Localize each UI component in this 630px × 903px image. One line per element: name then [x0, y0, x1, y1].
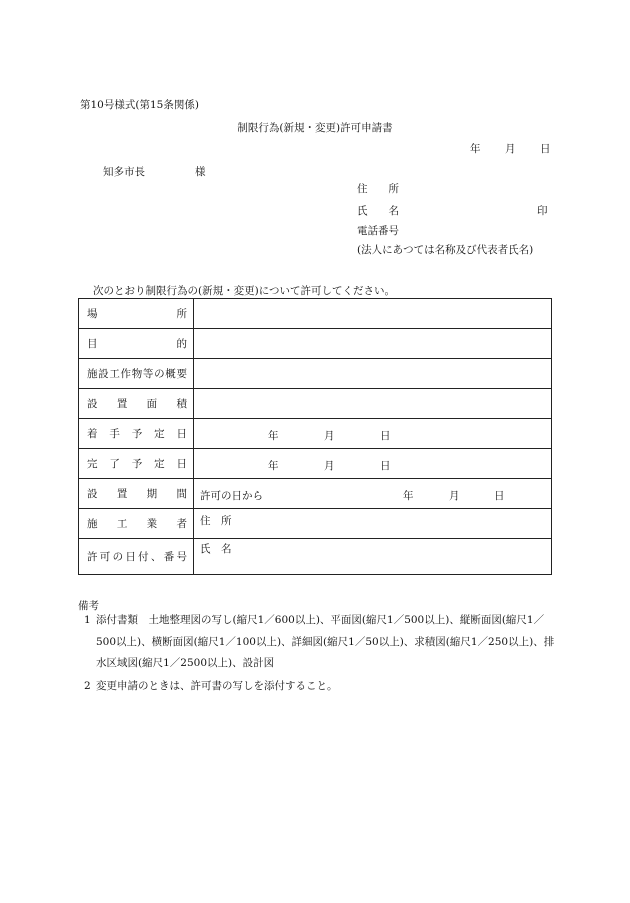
period-label: 設置期間 — [79, 479, 194, 509]
period-month-label: 月 — [449, 490, 460, 502]
start-date-label: 着手予定日 — [79, 419, 194, 449]
seal-mark: 印 — [537, 205, 548, 217]
note-number: 2 — [84, 680, 91, 692]
application-table — [78, 298, 552, 575]
note-text: 添付書類 土地整理図の写し(縮尺1／600以上)、平面図(縮尺1／500以上)、縦断面図(縮尺1／500以上)、横断面図(縮尺1／100以上)、詳細図(縮尺1／50以上)、求積図(縮尺1／250以上)、排水区域図(縮尺1／2500以上)、設計図 — [96, 614, 555, 669]
note-item — [84, 676, 556, 698]
end-year-label: 年 — [268, 460, 279, 472]
facility-overview-label: 施設工作物等の概要 — [79, 359, 194, 389]
note-item — [84, 610, 556, 675]
request-statement: 次のとおり制限行為の(新規・変更)について許可してください。 — [93, 285, 395, 297]
applicant-name-label: 氏 名 — [357, 205, 399, 217]
applicant-address-label: 住 所 — [357, 183, 399, 195]
end-date-field[interactable] — [194, 449, 552, 479]
date-year-label: 年 — [470, 143, 481, 155]
honorific: 様 — [195, 166, 206, 178]
notes-title: 備考 — [78, 600, 99, 612]
area-field[interactable] — [194, 389, 552, 419]
contractor-name-label: 氏 名 — [200, 543, 232, 555]
note-number: 1 — [84, 614, 91, 626]
table-row — [79, 539, 552, 575]
table-row — [79, 299, 552, 329]
table-row — [79, 449, 552, 479]
date-month-label: 月 — [505, 143, 516, 155]
table-row — [79, 389, 552, 419]
area-label: 設置面積 — [79, 389, 194, 419]
permit-date-number-label: 許可の日付、番号 — [79, 539, 194, 575]
contractor-address-label: 住 所 — [200, 515, 232, 527]
purpose-field[interactable] — [194, 329, 552, 359]
location-label: 場所 — [79, 299, 194, 329]
table-row — [79, 419, 552, 449]
end-date-label: 完了予定日 — [79, 449, 194, 479]
form-number: 第10号様式(第15条関係) — [80, 99, 199, 111]
end-day-label: 日 — [380, 460, 391, 472]
table-row — [79, 479, 552, 509]
date-day-label: 日 — [540, 143, 551, 155]
start-day-label: 日 — [380, 430, 391, 442]
table-row — [79, 329, 552, 359]
start-year-label: 年 — [268, 430, 279, 442]
table-row — [79, 509, 552, 539]
contractor-field[interactable] — [194, 509, 552, 555]
note-text: 変更申請のときは、許可書の写しを添付すること。 — [96, 680, 338, 692]
permit-date-number-field[interactable] — [194, 539, 552, 575]
start-date-field[interactable] — [194, 419, 552, 449]
period-day-label: 日 — [494, 490, 505, 502]
location-field[interactable] — [194, 299, 552, 329]
applicant-phone-label: 電話番号 — [357, 225, 399, 237]
contractor-label: 施工業者 — [79, 509, 194, 539]
table-row — [79, 359, 552, 389]
period-field[interactable] — [194, 479, 552, 509]
purpose-label: 目的 — [79, 329, 194, 359]
addressee: 知多市長 — [103, 166, 145, 178]
facility-overview-field[interactable] — [194, 359, 552, 389]
period-from-text: 許可の日から — [200, 490, 263, 502]
start-month-label: 月 — [324, 430, 335, 442]
period-year-label: 年 — [403, 490, 414, 502]
corporation-note: (法人にあつては名称及び代表者氏名) — [357, 244, 534, 256]
document-title: 制限行為(新規・変更)許可申請書 — [237, 122, 393, 134]
end-month-label: 月 — [324, 460, 335, 472]
